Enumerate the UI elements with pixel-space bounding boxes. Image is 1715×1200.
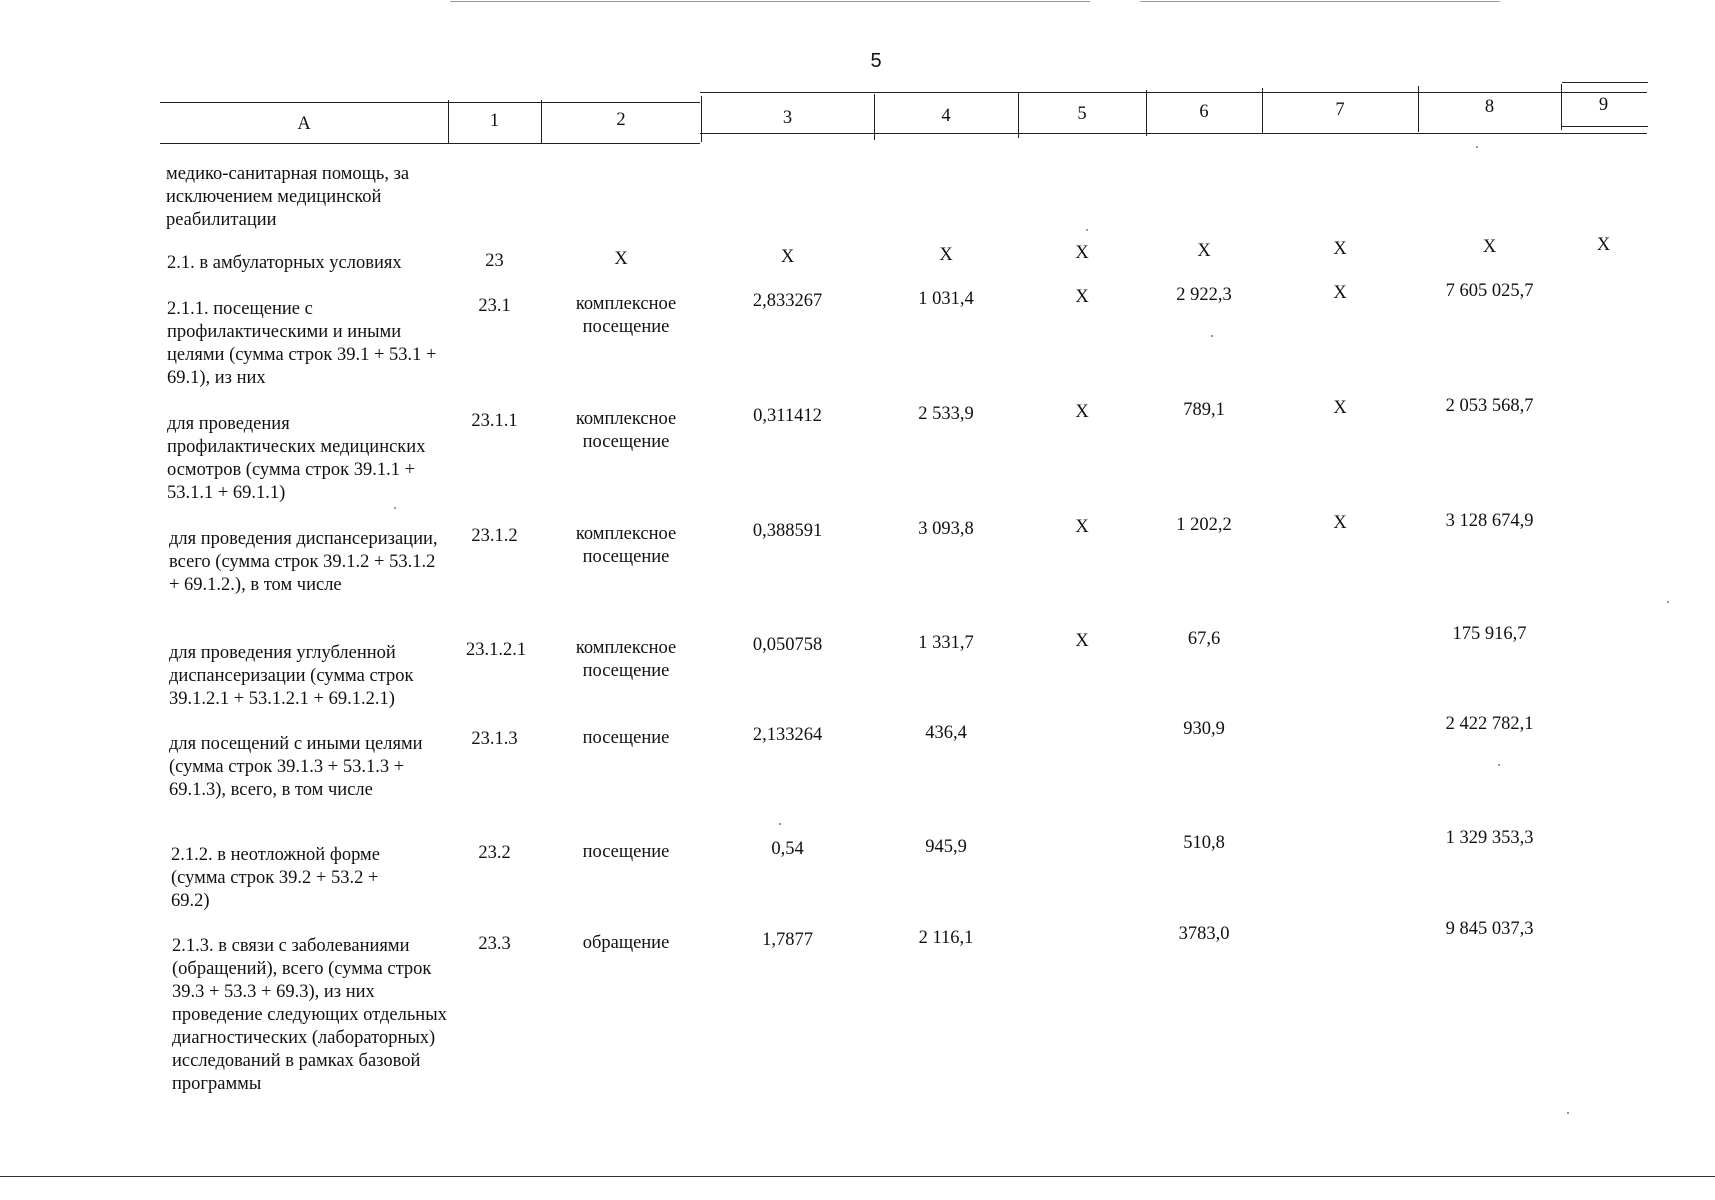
row-c4: 3 093,8 — [918, 519, 974, 539]
row-c4: Х — [939, 245, 953, 265]
row-unit: посещение — [582, 728, 670, 748]
row-c4: 2 116,1 — [918, 928, 974, 948]
row-c6: 2 922,3 — [1176, 285, 1232, 305]
header-top-rule — [160, 102, 700, 103]
row-c8: 2 422 782,1 — [1445, 714, 1534, 734]
header-col-a: А — [297, 114, 311, 134]
row-c6: 789,1 — [1183, 400, 1225, 420]
row-code: 23.1.3 — [471, 729, 518, 749]
row-c7: Х — [1333, 239, 1347, 259]
row-c6: 1 202,2 — [1176, 515, 1232, 535]
row-code: 23.3 — [478, 934, 511, 954]
row-c6: 67,6 — [1187, 629, 1221, 649]
page-number: 5 — [870, 50, 882, 72]
row-name: для проведения углубленной диспансеризации (сумма строк 39.1.2.1 + 53.1.2.1 + 69.1.2.1) — [169, 643, 414, 709]
scan-speck — [1476, 146, 1478, 148]
header-col-9: 9 — [1598, 95, 1609, 115]
scan-speck — [1211, 335, 1213, 337]
scan-speck — [1567, 1112, 1569, 1114]
row-unit: комплексное посещение — [575, 524, 677, 567]
scan-edge-top-right — [1140, 1, 1500, 2]
row-c5: Х — [1075, 517, 1089, 537]
row-c5: Х — [1075, 402, 1089, 422]
row-name: 2.1.2. в неотложной форме (сумма строк 39.2 + 53.2 + 69.2) — [171, 845, 380, 911]
row-c6: 3783,0 — [1178, 924, 1230, 944]
row-c3: 2,133264 — [752, 725, 823, 745]
scan-speck — [779, 823, 781, 825]
scan-speck — [394, 507, 396, 509]
row-c8: 3 128 674,9 — [1445, 511, 1534, 531]
row-c6: Х — [1197, 241, 1211, 261]
scan-speck — [1498, 764, 1500, 766]
row-c8: 9 845 037,3 — [1445, 919, 1534, 939]
row-code: 23.1.2 — [471, 526, 518, 546]
row-unit: комплексное посещение — [575, 294, 677, 337]
header-col-7: 7 — [1335, 100, 1345, 120]
header-bottom-rule-right — [700, 133, 1647, 134]
header-col-1: 1 — [489, 111, 500, 131]
row-c7: Х — [1333, 513, 1347, 533]
row-c8: Х — [1482, 237, 1497, 257]
row-code: 23.1.1 — [471, 411, 518, 431]
header-col-2: 2 — [616, 110, 626, 130]
row-c4: 436,4 — [925, 723, 967, 743]
row-c4: 1 031,4 — [918, 289, 974, 309]
row-c3: 0,311412 — [753, 406, 822, 426]
row-unit: Х — [614, 249, 628, 269]
row-c7: Х — [1333, 283, 1347, 303]
header-bottom-rule-9 — [1562, 126, 1648, 127]
row-c3: 0,388591 — [752, 521, 823, 541]
row-c4: 1 331,7 — [918, 633, 974, 653]
header-bottom-rule — [160, 143, 700, 144]
row-code: 23.1 — [478, 296, 511, 316]
scan-speck — [1667, 601, 1669, 603]
row-c3: 0,54 — [771, 839, 804, 859]
row-c5: Х — [1075, 243, 1089, 263]
row-c3: 2,833267 — [752, 291, 823, 311]
row-c8: 2 053 568,7 — [1445, 396, 1534, 416]
header-col-8: 8 — [1484, 97, 1495, 117]
row-c6: 930,9 — [1183, 719, 1225, 739]
header-col-5: 5 — [1077, 104, 1087, 124]
scan-edge-top — [450, 1, 1090, 2]
row-name: 2.1.3. в связи с заболеваниями (обращений), всего (сумма строк 39.3 + 53.3 + 69.3), из них проведение следующих отдельных диагностических (лабораторных) исследований в рамках базовой программы — [172, 936, 447, 1094]
header-col-6: 6 — [1199, 102, 1209, 122]
row-code: 23.1.2.1 — [465, 640, 527, 660]
header-top-rule-9 — [1562, 82, 1648, 83]
row-c5: Х — [1075, 287, 1089, 307]
row-unit: комплексное посещение — [575, 409, 677, 452]
row-unit: комплексное посещение — [575, 638, 677, 681]
header-col-3: 3 — [782, 108, 793, 128]
row-unit: посещение — [582, 842, 670, 862]
row-name: 2.1. в амбулаторных условиях — [167, 253, 402, 273]
row-unit: обращение — [582, 933, 670, 953]
row-c3: 1,7877 — [762, 930, 813, 950]
scan-edge-bottom — [0, 1176, 1715, 1177]
row-name: для проведения профилактических медицинских осмотров (сумма строк 39.1.1 + 53.1.1 + 69.1.1) — [167, 414, 426, 503]
row-name: 2.1.1. посещение с профилактическими и иными целями (сумма строк 39.1 + 53.1 + 69.1), из них — [167, 299, 437, 388]
header-col-4: 4 — [941, 106, 951, 126]
row-name: для проведения диспансеризации, всего (сумма строк 39.1.2 + 53.1.2 + 69.1.2.), в том числе — [169, 529, 438, 595]
row-c6: 510,8 — [1183, 833, 1225, 853]
intro-text: медико-санитарная помощь, за исключением медицинской реабилитации — [166, 164, 410, 230]
row-c7: Х — [1333, 398, 1347, 418]
row-c4: 2 533,9 — [918, 404, 974, 424]
row-c3: 0,050758 — [752, 635, 823, 655]
row-c9: Х — [1596, 235, 1611, 255]
row-c5: Х — [1075, 631, 1089, 651]
row-name: для посещений с иными целями (сумма строк 39.1.3 + 53.1.3 + 69.1.3), всего, в том числе — [169, 734, 423, 800]
row-c4: 945,9 — [925, 837, 967, 857]
row-c3: Х — [780, 247, 795, 267]
header-top-rule-right — [700, 92, 1647, 93]
row-c8: 7 605 025,7 — [1445, 281, 1534, 301]
row-code: 23.2 — [478, 843, 511, 863]
scan-speck — [1086, 229, 1088, 231]
row-code: 23 — [485, 251, 504, 271]
row-c8: 1 329 353,3 — [1445, 828, 1534, 848]
row-c8: 175 916,7 — [1452, 624, 1527, 644]
